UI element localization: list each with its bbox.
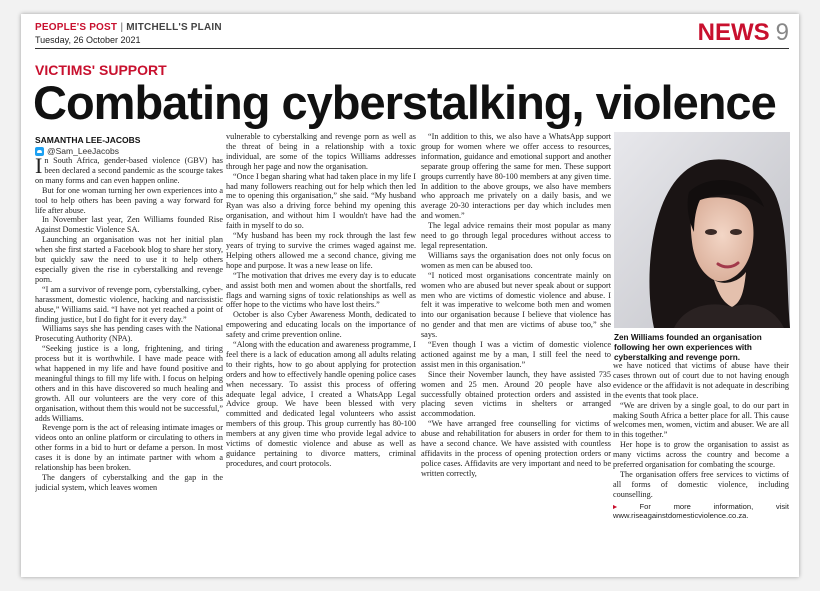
article-paragraph: In November last year, Zen Williams founded Rise Against Domestic Violence SA. <box>35 215 223 235</box>
more-info-line <box>613 502 789 521</box>
article-paragraph: Since their November launch, they have assisted 735 women and 25 men. Around 20 people have also successfully obtained protection orders and assisted in placing seven victims in shelters or arranged accommodation. <box>421 369 611 419</box>
article-paragraph: “My husband has been my rock through the last few years of trying to survive the crimes waged against me. Helping others allowed me a second chance, giving me hope and purpose. It was a new lease on life. <box>226 231 416 270</box>
article-paragraph: Her hope is to grow the organisation to assist as many victims across the country and become a preferred organisation for combating the scourge. <box>613 440 789 470</box>
page-number: 9 <box>775 19 789 46</box>
article-paragraph: The legal advice remains their most popular as many need to go through legal procedures without access to legal representation. <box>421 221 611 250</box>
arrow-right-icon: ▸ <box>613 501 617 511</box>
article-column-4 <box>613 361 789 570</box>
author-social <box>35 146 119 156</box>
article-paragraph: “Seeking justice is a long, frightening, and tiring process but it is worthwhile. I have made peace with what happened in my life and have found positive and meaningful things to fill my life with. I focus on helping others and in this have discovered so much healing and growth. All our volunteers are the very core of this organisation, without them this would not be successful,” adds Williams. <box>35 344 223 423</box>
more-info-text: For more information, visit www.riseagainstdomesticviolence.co.za. <box>613 501 789 521</box>
twitter-icon <box>35 147 44 156</box>
publication-name: PEOPLE'S POST <box>35 22 118 33</box>
issue-date: Tuesday, 26 October 2021 <box>35 35 141 45</box>
author-handle: @Sam_LeeJacobs <box>47 146 119 156</box>
masthead-separator: | <box>120 22 124 33</box>
article-paragraph: The dangers of cyberstalking and the gap in the judicial system, which leaves women <box>35 473 223 492</box>
publication-masthead <box>35 22 222 33</box>
header-rule <box>35 48 789 49</box>
article-paragraph: But for one woman turning her own experiences into a tool to help others has been paving a way forward for life after abuse. <box>35 185 223 215</box>
article-paragraph: “Once I began sharing what had taken place in my life I had many followers reaching out for help which then led me to opening this organisation,” she said. “My husband Ryan was also a driving force behind my opening this organisation, and without him I wouldn't have had the faith in myself to do so. <box>226 171 416 231</box>
article-column-1 <box>35 156 223 570</box>
article-paragraph: “The motivation that drives me every day is to educate and assist both men and women about the shortfalls, red flags and warning signs of toxic relationships as well as offer hope to the victims who have lost theirs.” <box>226 270 416 310</box>
article-paragraph: “We have arranged free counselling for victims of abuse and rehabilitation for abusers in order for them to have a second chance. We have assisted with countless affidavits in the process of opening protection orders or police cases. Affidavits are very important and need to be written correctly, <box>421 419 611 478</box>
author-byline: SAMANTHA LEE-JACOBS <box>35 135 141 145</box>
article-paragraph: In South Africa, gender-based violence (GBV) has been declared a second pandemic as the scourge takes on many forms and can even happen online. <box>35 156 223 185</box>
article-paragraph: Revenge porn is the act of releasing intimate images or videos onto an online platform or circulating to others in other forms in a bid to hurt or defame a person. In most cases it is done by an intimate partner with whom a relationship has been broken. <box>35 423 223 473</box>
portrait-image <box>614 132 790 328</box>
newspaper-page <box>21 14 799 577</box>
article-column-2 <box>226 132 416 570</box>
section-name: NEWS <box>697 19 770 46</box>
article-kicker: VICTIMS' SUPPORT <box>35 62 167 78</box>
article-column-3 <box>421 132 611 570</box>
article-paragraph: “I noticed most organisations concentrate mainly on women who are abused but never speak about or support men who are victims of domestic violence and abuse. I felt it was imperative to welcome both men and women into our organisation because I believe that violence has no gender and that men are victims of abuse too,” she says. <box>421 270 611 340</box>
article-paragraph: “In addition to this, we also have a WhatsApp support group for women where we offer access to resources, information, guidance and emotional support and another separate group offering the same for men. These support groups currently have 80-100 members at any given time. In addition to the above groups, we also have members who approach me privately on a daily basis, and we average 20-30 interactions per day which includes men and women.” <box>421 132 611 221</box>
article-paragraph: we have noticed that victims of abuse have their cases thrown out of court due to not having enough evidence or the affidavit is not adequate in describing the events that took place. <box>613 361 789 400</box>
article-paragraph: Launching an organisation was not her initial plan when she first started a Facebook blog to share her story, but quickly saw the need to use it to help others especially given the rise in cyberstalking and revenge porn. <box>35 235 223 284</box>
article-photo <box>614 132 790 328</box>
article-paragraph: The organisation offers free services to victims of all forms of domestic violence, including counselling. <box>613 469 789 499</box>
article-paragraph: Williams says the organisation does not only focus on women as men can be abused too. <box>421 250 611 270</box>
publication-area: MITCHELL'S PLAIN <box>126 22 222 33</box>
article-paragraph: “Along with the education and awareness programme, I feel there is a lack of education among all adults relating to their rights, how to go about applying for protection orders and how to effectively handle opening police cases when necessary. To assist this process of offering adequate legal advice, I created a WhatsApp Legal Advice group. We have been blessed with very committed and dedicated legal volunteers who assist members of this group. This group currently has 80-100 members at any given time who provide legal advice to victims of domestic violence and abuse as well as guidance pertaining to divorce matters, criminal procedures, and court protocols. <box>226 340 416 468</box>
article-paragraph: “Even though I was a victim of domestic violence actioned against me by a man, I still feel the need to assist men in this organisation.” <box>421 340 611 369</box>
drop-cap: I <box>35 156 43 178</box>
article-paragraph: October is also Cyber Awareness Month, dedicated to empowering and educating locals on the importance of safety and crime prevention online. <box>226 310 416 340</box>
photo-caption: Zen Williams founded an organisation following her own experiences with cyberstalking and revenge porn. <box>614 333 762 362</box>
article-paragraph: Williams says she has pending cases with the National Prosecuting Authority (NPA). <box>35 324 223 344</box>
article-paragraph: “We are driven by a single goal, to do our part in making South Africa a better place for all. This cause welcomes men, women, victim and abuser. We are all in this together.” <box>613 400 789 440</box>
section-header <box>698 19 789 47</box>
article-paragraph: “I am a survivor of revenge porn, cyberstalking, cyber-harassment, domestic violence, hacking and narcissistic abuse,” Williams said. “I have not yet reached a point of finding justice, but I do fight for it every day.” <box>35 284 223 324</box>
article-headline: Combating cyberstalking, violence <box>33 76 776 129</box>
article-paragraph: vulnerable to cyberstalking and revenge porn as well as the threat of being in a relationship with a toxic individual, are some of the topics Williams addresses through her page and now the organisation. <box>226 132 416 171</box>
